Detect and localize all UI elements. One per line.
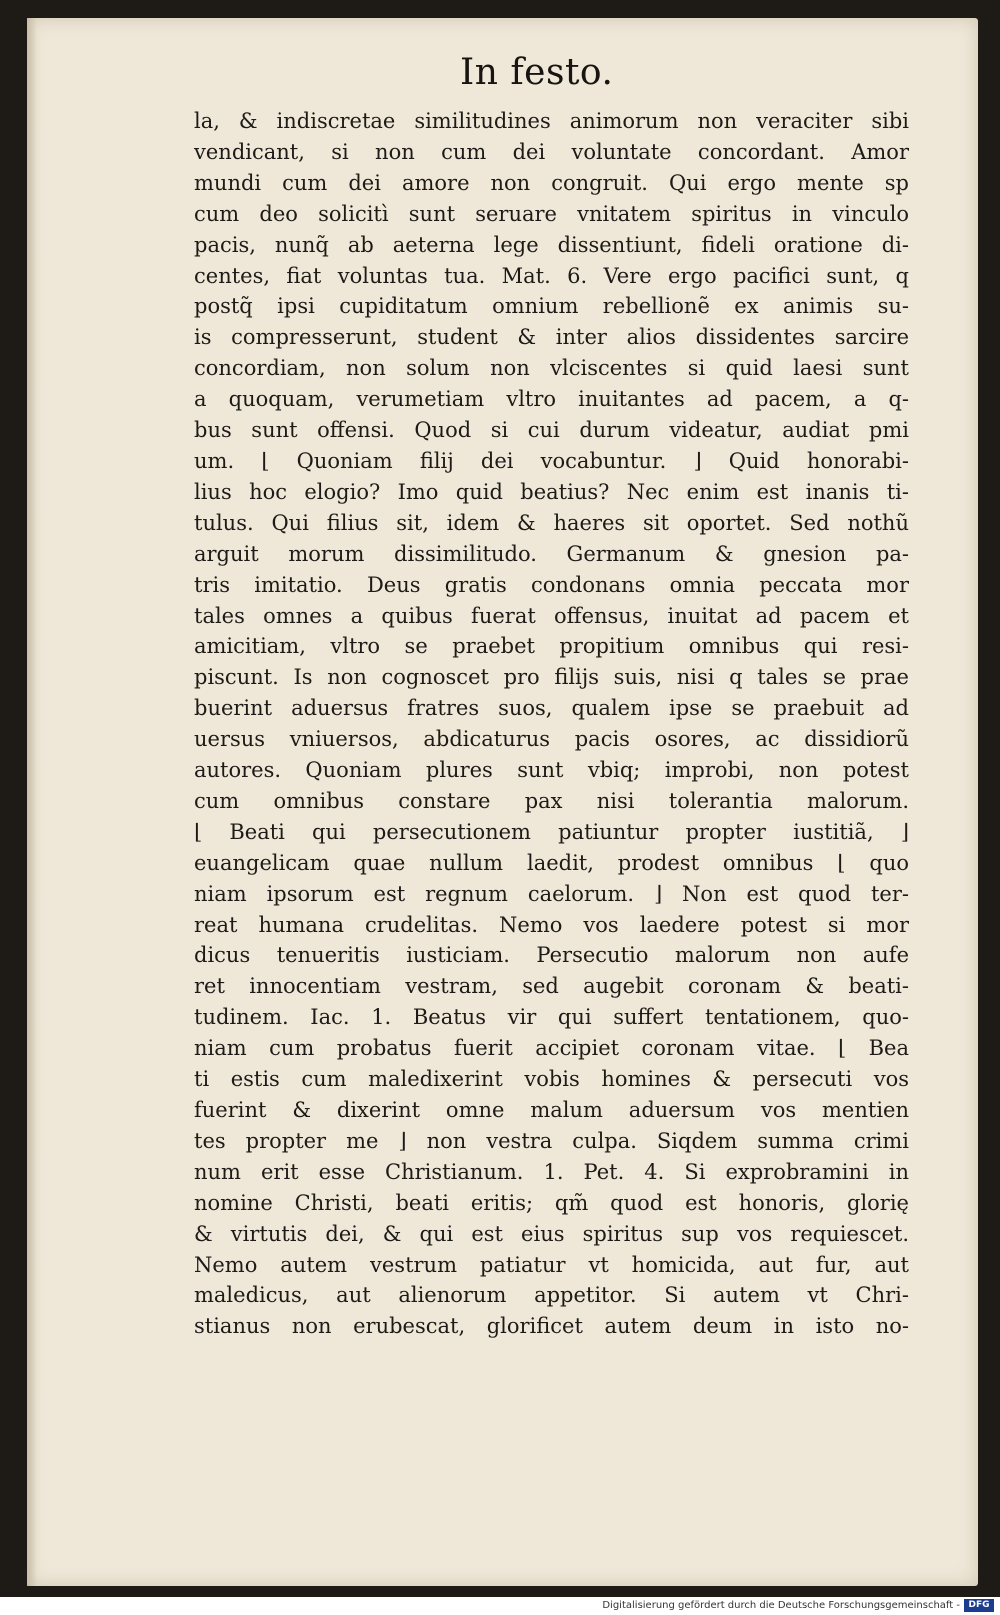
text-line: piscunt. Is non cognoscet pro filijs suis, nisi q tales se prae (194, 665, 909, 690)
text-line: euangelicam quae nullum laedit, prodest omnibus ⌊ quo (194, 850, 909, 875)
text-line: arguit morum dissimilitudo. Germanum & gnesion pa- (194, 541, 909, 566)
text-line: a quoquam, verumetiam vltro inuitantes ad pacem, a q- (194, 387, 909, 412)
text-line: Nemo autem vestrum patiatur vt homicida, aut fur, aut (194, 1252, 909, 1277)
body-text (194, 106, 909, 1342)
text-line: maledicus, aut alienorum appetitor. Si autem vt Chri- (194, 1283, 909, 1308)
text-line: postq̃ ipsi cupiditatum omnium rebellionẽ ex animis su- (194, 294, 909, 319)
page-gutter-shadow (27, 18, 37, 1586)
text-line: tulus. Qui filius sit, idem & haeres sit oportet. Sed nothũ (194, 510, 909, 535)
text-line: ⌊ Beati qui persecutionem patiuntur propter iustitiã, ⌋ (194, 819, 909, 844)
text-line: amicitiam, vltro se praebet propitium omnibus qui resi- (194, 634, 909, 659)
text-line: pacis, nunq̃ ab aeterna lege dissentiunt, fideli oratione di- (194, 232, 909, 257)
text-line: lius hoc elogio? Imo quid beatius? Nec enim est inanis ti- (194, 479, 909, 504)
text-line: & virtutis dei, & qui est eius spiritus sup vos requiescet. (194, 1221, 909, 1246)
text-line: tris imitatio. Deus gratis condonans omnia peccata mor (194, 572, 909, 597)
text-line: fuerint & dixerint omne malum aduersum vos mentien (194, 1098, 909, 1122)
text-line: centes, fiat voluntas tua. Mat. 6. Vere ergo pacifici sunt, q (194, 263, 909, 288)
text-line: uersus vniuersos, abdicaturus pacis osores, ac dissidiorũ (194, 727, 909, 752)
text-line: um. ⌊ Quoniam filij dei vocabuntur. ⌋ Quid honorabi- (194, 448, 909, 473)
text-line: concordiam, non solum non vlciscentes si quid laesi sunt (194, 356, 909, 381)
text-line: tales omnes a quibus fuerat offensus, inuitat ad pacem et (194, 603, 909, 628)
text-line: autores. Quoniam plures sunt vbiq; improbi, non potest (194, 758, 909, 783)
text-line: la, & indiscretae similitudines animorum non veraciter sibi (194, 109, 909, 133)
text-line: niam ipsorum est regnum caelorum. ⌋ Non est quod ter- (194, 881, 909, 906)
text-line: ret innocentiam vestram, sed augebit coronam & beati- (194, 974, 909, 999)
dfg-logo: DFG (964, 1599, 994, 1612)
text-line: num erit esse Christianum. 1. Pet. 4. Si exprobramini in (194, 1159, 909, 1184)
text-line: vendicant, si non cum dei voluntate concordant. Amor (194, 139, 909, 164)
text-line: cum omnibus constare pax nisi tolerantia malorum. (194, 788, 909, 813)
text-line: niam cum probatus fuerit accipiet coronam vitae. ⌊ Bea (194, 1036, 909, 1061)
text-line: nomine Christi, beati eritis; qm̃ quod est honoris, glorię (194, 1190, 909, 1215)
text-line: buerint aduersus fratres suos, qualem ipse se praebuit ad (194, 696, 909, 721)
text-line: ti estis cum maledixerint vobis homines & persecuti vos (194, 1067, 909, 1092)
running-head: In festo. (460, 52, 614, 93)
text-line: bus sunt offensi. Quod si cui durum videatur, audiat pmi (194, 418, 909, 443)
text-line: reat humana crudelitas. Nemo vos laedere potest si mor (194, 912, 909, 937)
text-line: mundi cum dei amore non congruit. Qui ergo mente sp (194, 170, 909, 195)
digitization-credit: Digitalisierung gefördert durch die Deutsche Forschungsgemeinschaft - (602, 1600, 960, 1611)
text-line: cum deo solicitì sunt seruare vnitatem spiritus in vinculo (194, 201, 909, 226)
text-line: stianus non erubescat, glorificet autem deum in isto no- (194, 1314, 909, 1339)
text-line: dicus tenueritis iusticiam. Persecutio malorum non aufe (194, 943, 909, 968)
text-line: tudinem. Iac. 1. Beatus vir qui suffert tentationem, quo- (194, 1005, 909, 1030)
text-line: is compresserunt, student & inter alios dissidentes sarcire (194, 325, 909, 350)
text-line: tes propter me ⌋ non vestra culpa. Siqdem summa crimi (194, 1128, 909, 1153)
